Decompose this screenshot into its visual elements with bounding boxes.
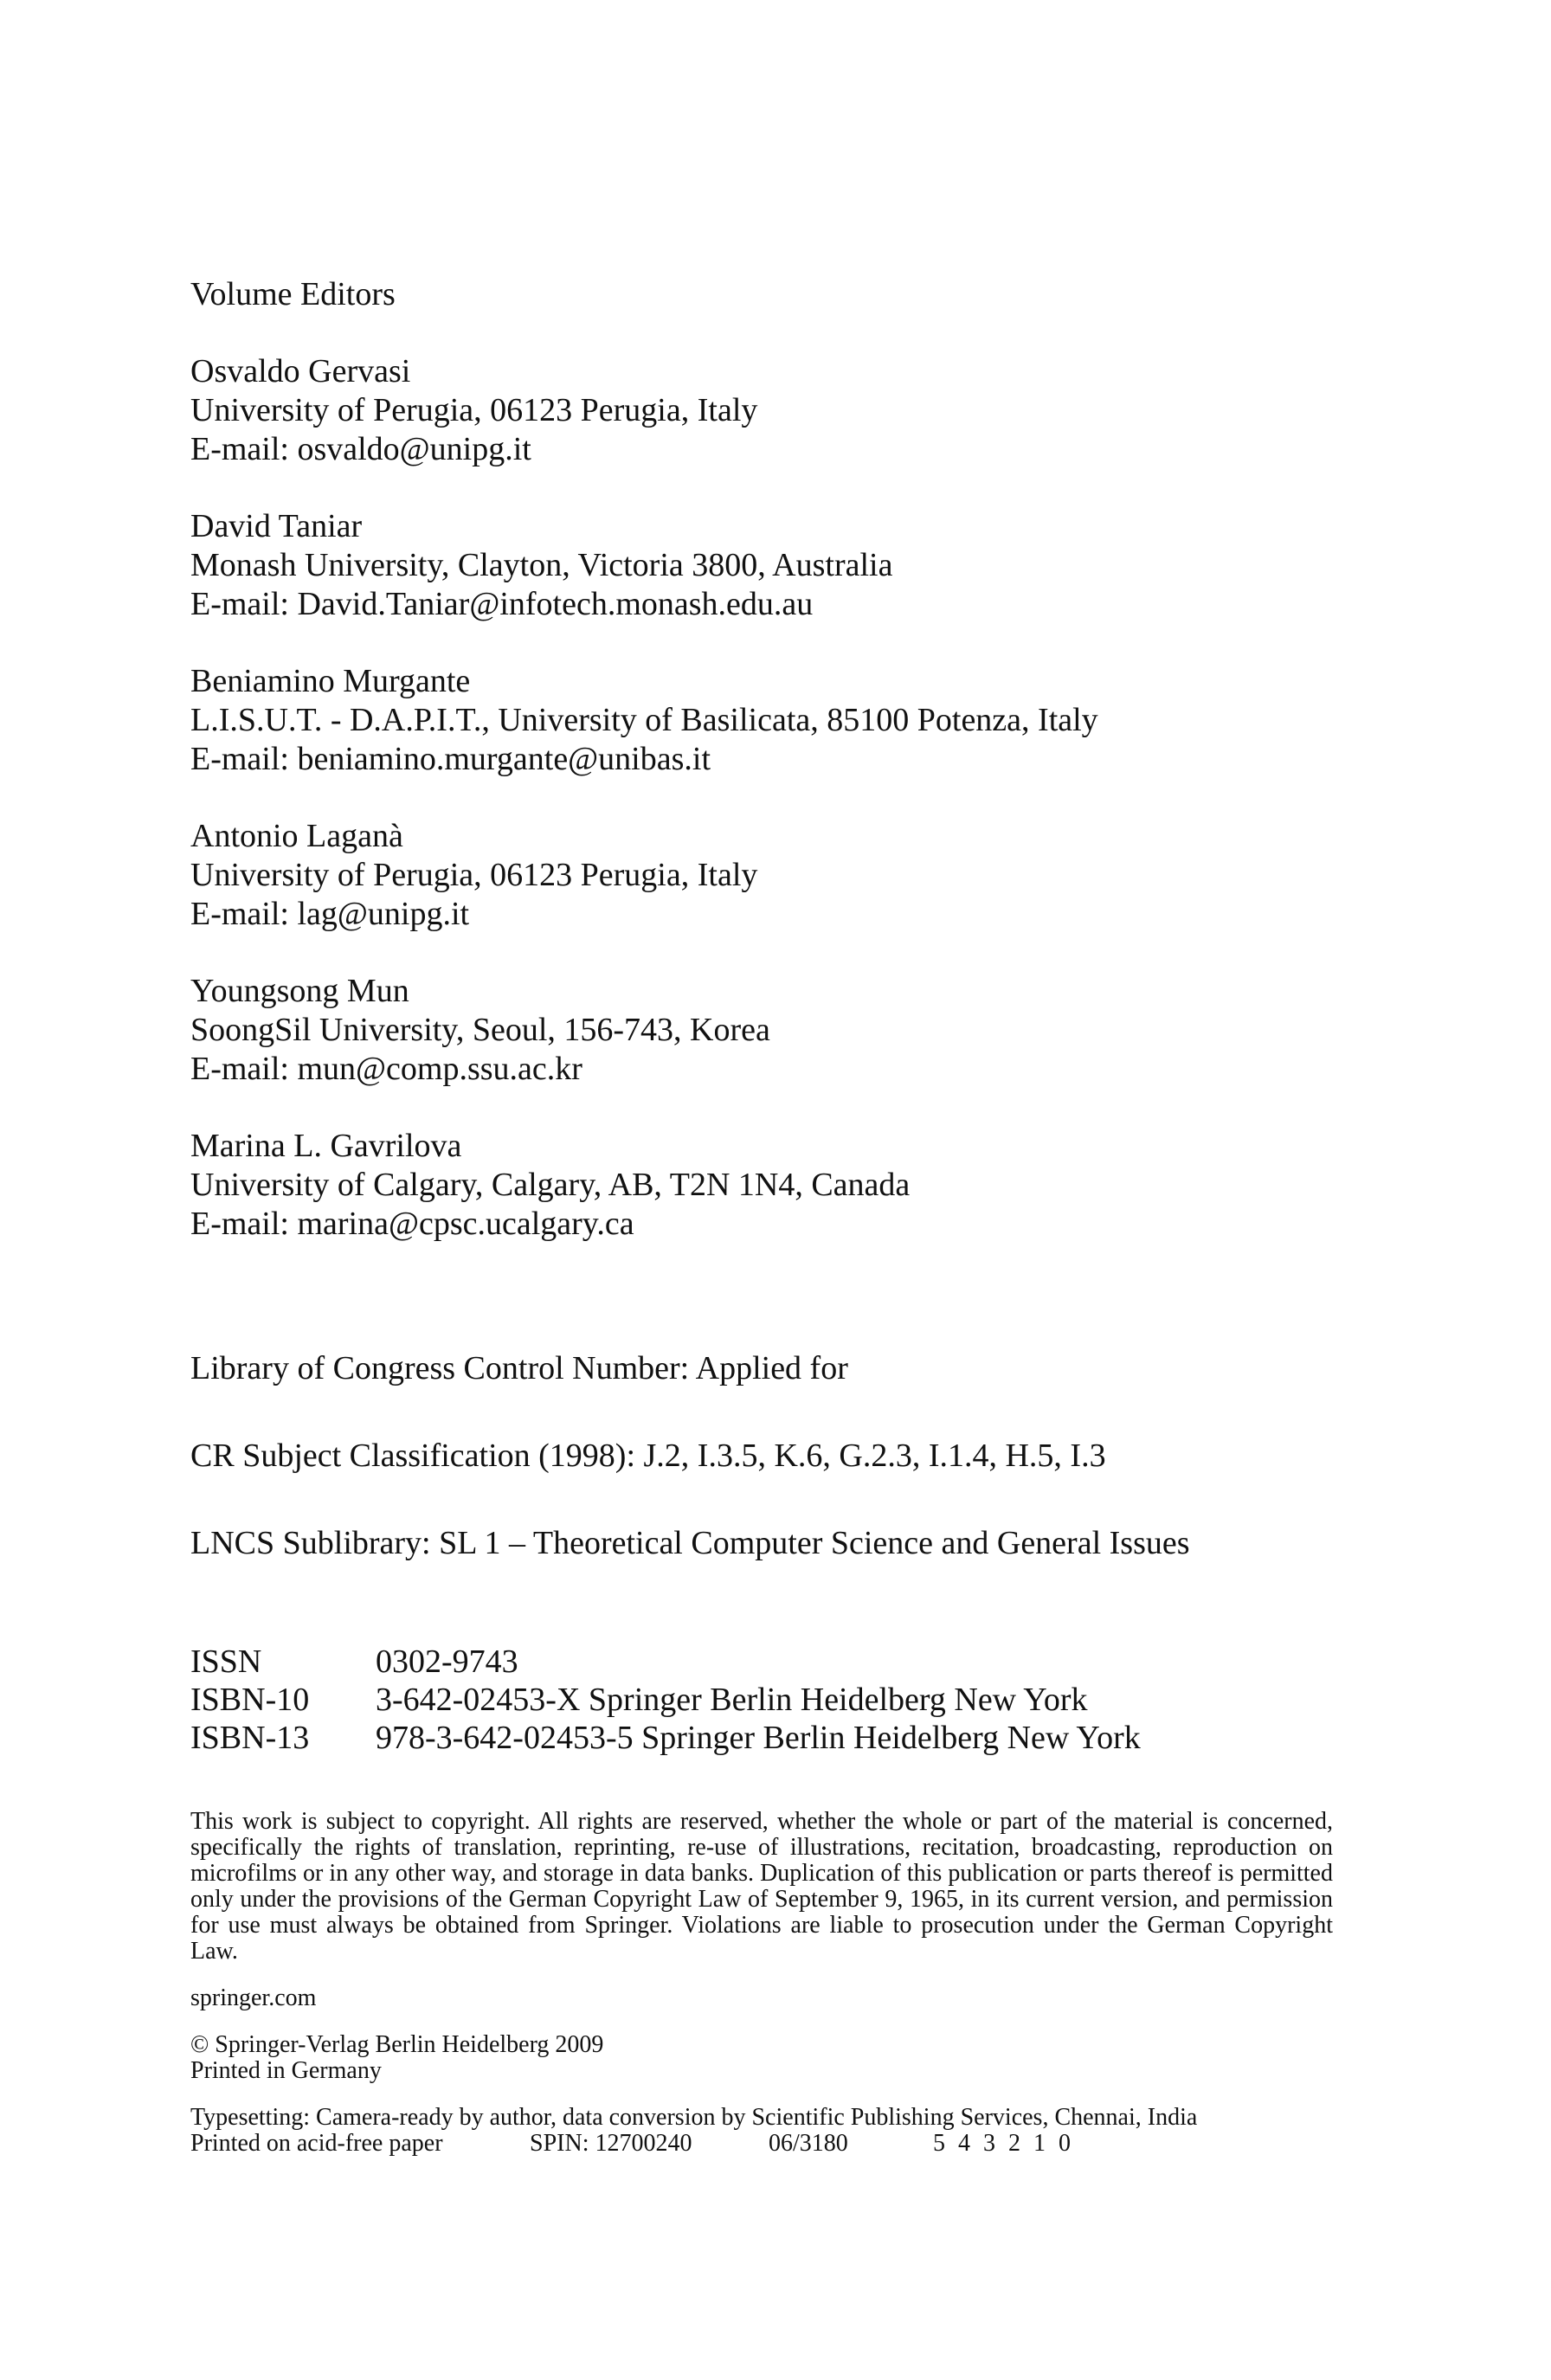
identifier-label: ISBN-10 <box>190 1682 310 1718</box>
lncs-sublibrary: LNCS Sublibrary: SL 1 – Theoretical Computer Science and General Issues <box>190 1525 1190 1561</box>
loc-control-number: Library of Congress Control Number: Applied for <box>190 1350 848 1386</box>
editor-affiliation: SoongSil University, Seoul, 156-743, Korea <box>190 1012 770 1048</box>
editor-affiliation: University of Perugia, 06123 Perugia, Italy <box>190 392 758 428</box>
editor-email: E-mail: David.Taniar@infotech.monash.edu.au <box>190 586 814 622</box>
editor-email: E-mail: osvaldo@unipg.it <box>190 431 531 467</box>
identifier-label: ISBN-13 <box>190 1720 310 1756</box>
editor-entry <box>190 352 1368 469</box>
copyright-line: © Springer-Verlag Berlin Heidelberg 2009 <box>190 2031 604 2058</box>
paper-note: Printed on acid-free paper <box>190 2130 443 2157</box>
editor-name: David Taniar <box>190 508 363 544</box>
website: springer.com <box>190 1984 317 2011</box>
editor-affiliation: L.I.S.U.T. - D.A.P.I.T., University of Basilicata, 85100 Potenza, Italy <box>190 702 1098 738</box>
identifier-row <box>190 1681 1368 1719</box>
catalog-info <box>190 1349 1368 1563</box>
print-details <box>190 2131 1368 2157</box>
identifier-label: ISSN <box>190 1643 262 1680</box>
editor-entry <box>190 662 1368 779</box>
identifier-row <box>190 1643 1368 1681</box>
editor-name: Youngsong Mun <box>190 973 409 1009</box>
print-code: 06/3180 <box>769 2130 848 2157</box>
spin-number: SPIN: 12700240 <box>530 2130 692 2157</box>
editor-email: E-mail: beniamino.murgante@unibas.it <box>190 741 711 777</box>
editor-entry <box>190 507 1368 624</box>
editor-email: E-mail: lag@unipg.it <box>190 896 470 932</box>
identifier-value: 3-642-02453-X Springer Berlin Heidelberg New York <box>376 1682 1088 1718</box>
editor-name: Beniamino Murgante <box>190 663 471 699</box>
editor-entry <box>190 1127 1368 1244</box>
editor-name: Antonio Laganà <box>190 818 403 854</box>
typesetting-credit: Typesetting: Camera-ready by author, data conversion by Scientific Publishing Services, Chennai, India <box>190 2104 1198 2131</box>
editor-affiliation: University of Perugia, 06123 Perugia, Italy <box>190 857 758 893</box>
print-run: 5 4 3 2 1 0 <box>933 2130 1074 2157</box>
identifier-row <box>190 1719 1368 1757</box>
volume-editors-heading: Volume Editors <box>190 276 396 312</box>
editor-name: Marina L. Gavrilova <box>190 1128 462 1164</box>
cr-subject-classification: CR Subject Classification (1998): J.2, I.3.5, K.6, G.2.3, I.1.4, H.5, I.3 <box>190 1438 1106 1474</box>
copyright-page <box>190 275 1368 2157</box>
editor-affiliation: University of Calgary, Calgary, AB, T2N 1N4, Canada <box>190 1167 911 1203</box>
identifiers-table <box>190 1643 1368 1757</box>
editor-email: E-mail: mun@comp.ssu.ac.kr <box>190 1051 582 1087</box>
identifier-value: 978-3-642-02453-5 Springer Berlin Heidelberg New York <box>376 1720 1141 1756</box>
editor-email: E-mail: marina@cpsc.ucalgary.ca <box>190 1206 634 1242</box>
identifier-value: 0302-9743 <box>376 1643 518 1680</box>
printed-in: Printed in Germany <box>190 2057 382 2084</box>
editor-name: Osvaldo Gervasi <box>190 353 411 389</box>
editor-entry <box>190 972 1368 1089</box>
copyright-notice: This work is subject to copyright. All rights are reserved, whether the whole or part of the material is concerned, specifically the rights of translation, reprinting, re-use of illustrations, recitation, broadcasting, reproduction on microfilms or in any other way, and storage in data banks. Duplication of this publication or parts thereof is permitted only under the provisions of the German Copyright Law of September 9, 1965, in its current version, and permission for use must always be obtained from Springer. Violations are liable to prosecution under the German Copyright Law. <box>190 1808 1333 1965</box>
editor-entry <box>190 817 1368 934</box>
fine-print <box>190 1809 1368 2157</box>
editor-affiliation: Monash University, Clayton, Victoria 3800, Australia <box>190 547 893 583</box>
